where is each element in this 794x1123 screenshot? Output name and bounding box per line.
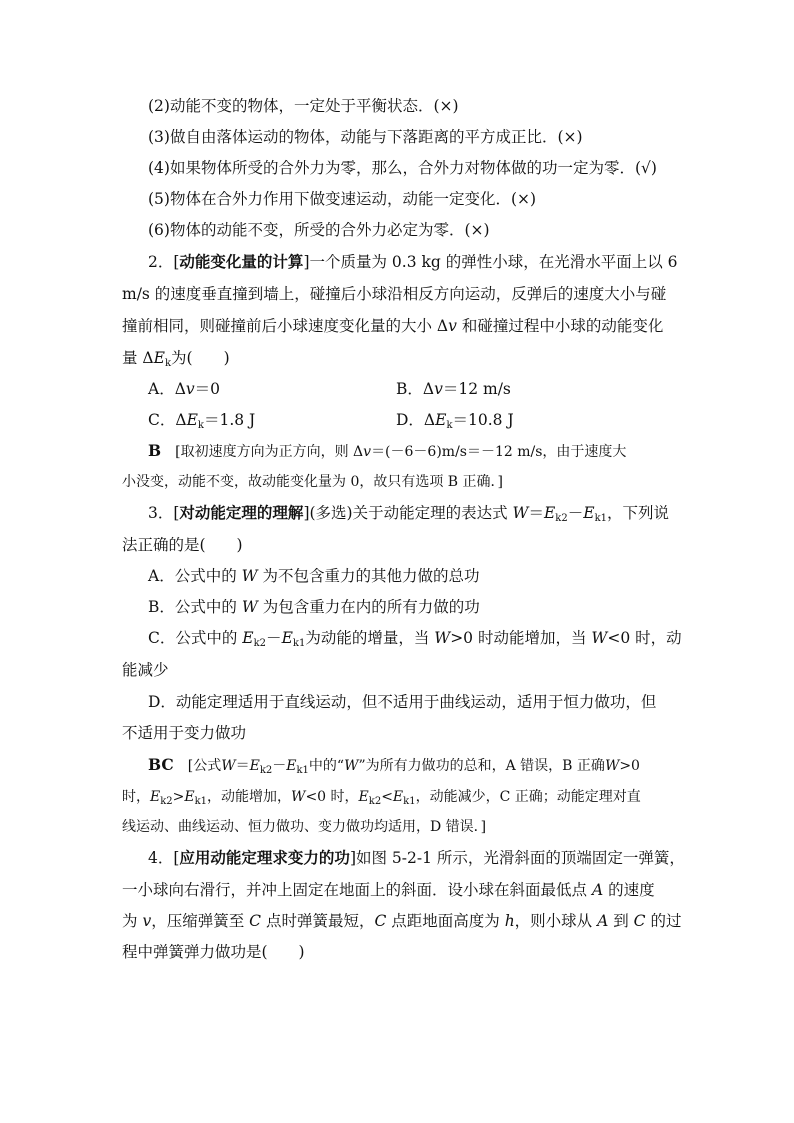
q1-statement-3: (3)做自由落体运动的物体，动能与下落距离的平方成正比．(×) [148, 128, 583, 146]
q2-stem-line-4: 量 $\Delta E_k$为( ) [122, 349, 230, 369]
q3-stem-line-2: 法正确的是( ) [122, 536, 243, 554]
q4-stem-line-4: 程中弹簧弹力做功是( ) [122, 943, 305, 961]
q2-stem-line-1: 2．[动能变化量的计算]一个质量为 0.3 kg 的弹性小球，在光滑水平面上以 6 [148, 252, 678, 271]
q3-answer-line-2: 时，$E_{k2}>E_{k1}$，动能增加，W<0 时，$E_{k2}<E_{k1}$，动能减少，C 正确；动能定理对直 [122, 789, 641, 807]
q3-option-a: A．公式中的 W 为不包含重力的其他力做的总功 [148, 567, 480, 585]
q1-statement-6: (6)物体的动能不变，所受的合外力必定为零．(×) [148, 221, 490, 239]
q2-stem-line-2: m/s 的速度垂直撞到墙上，碰撞后小球沿相反方向运动，反弹后的速度大小与碰 [122, 285, 667, 303]
q4-stem-line-1: 4．[应用动能定理求变力的功]如图 5-2-1 所示，光滑斜面的顶端固定一弹簧， [148, 848, 685, 867]
q4-stem-line-2: 一小球向右滑行，并冲上固定在地面上的斜面．设小球在斜面最低点 A 的速度 [122, 881, 655, 899]
q3-stem-line-1: 3．[对动能定理的理解](多选)关于动能定理的表达式 $W=E_{k2}-E_{k1}$，下列说 [148, 503, 669, 524]
q1-statement-4: (4)如果物体所受的合外力为零，那么，合外力对物体做的功一定为零．(√) [148, 159, 657, 177]
q1-statement-2: (2)动能不变的物体，一定处于平衡状态．(×) [148, 97, 459, 115]
q3-answer-line-3: 线运动、曲线运动、恒力做功、变力做功均适用，D 错误．] [122, 819, 487, 835]
q2-option-c: C．$\Delta E_k=1.8$ J [148, 411, 256, 431]
q1-statement-5: (5)物体在合外力作用下做变速运动，动能一定变化．(×) [148, 190, 537, 208]
q3-option-c-line-1: C．公式中的 $E_{k2}-E_{k1}$为动能的增量，当 W>0 时动能增加，当 W<0 时，动 [148, 629, 682, 649]
q2-option-d: D．$\Delta E_k=10.8$ J [396, 411, 514, 431]
q2-answer-line-1: B [取初速度方向为正方向，则 Δv＝(－6－6)m/s＝－12 m/s，由于速度大 [148, 441, 627, 460]
q2-option-b: B．Δv＝12 m/s [396, 380, 511, 398]
q3-option-b: B．公式中的 W 为包含重力在内的所有力做的功 [148, 598, 480, 616]
q2-option-a: A．Δv＝0 [148, 380, 221, 398]
q2-stem-line-3: 撞前相同，则碰撞前后小球速度变化量的大小 Δv 和碰撞过程中小球的动能变化 [122, 317, 664, 335]
q4-stem-line-3: 为 v，压缩弹簧至 C 点时弹簧最短，C 点距地面高度为 h，则小球从 A 到 C 的过 [122, 912, 682, 930]
q3-option-d-line-1: D．动能定理适用于直线运动，但不适用于曲线运动，适用于恒力做功，但 [148, 693, 657, 711]
q3-answer-line-1: BC [公式$W=E_{k2}-E_{k1}$中的“W”为所有力做功的总和，A 错误，B 正确W>0 [148, 755, 640, 776]
q2-answer-line-2: 小没变，动能不变，故动能变化量为 0，故只有选项 B 正确．] [122, 474, 504, 490]
q3-option-c-line-2: 能减少 [122, 661, 169, 679]
q3-option-d-line-2: 不适用于变力做功 [122, 724, 247, 742]
